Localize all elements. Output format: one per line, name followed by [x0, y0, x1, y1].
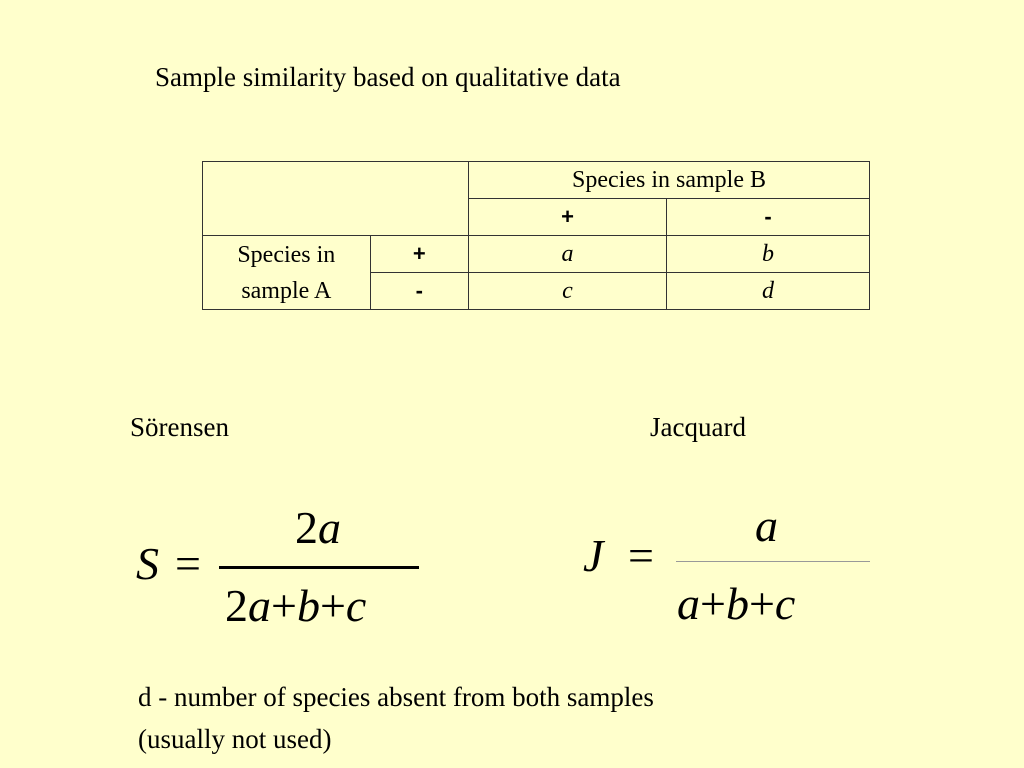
jacquard-lhs: J: [583, 530, 604, 581]
cell-a: a: [469, 236, 667, 273]
jacquard-plus-1: +: [700, 578, 726, 629]
header-species-b: Species in sample B: [469, 162, 870, 199]
jacquard-equals: =: [628, 530, 654, 581]
jacquard-plus-2: +: [748, 578, 775, 629]
header-b-present: +: [469, 199, 667, 236]
sorensen-denominator: [225, 580, 367, 631]
header-a-present: +: [370, 236, 468, 273]
sorensen-plus-2: +: [319, 580, 346, 631]
sorensen-den-b: b: [296, 580, 320, 631]
sorensen-numerator: [295, 502, 341, 553]
jacquard-label: Jacquard: [650, 412, 746, 442]
empty-corner-cell: [203, 162, 469, 236]
sorensen-lhs: S: [136, 538, 159, 589]
footnote-line1: d - number of species absent from both samples: [138, 682, 654, 712]
footnote: [138, 676, 654, 760]
jacquard-numerator: a: [755, 500, 778, 551]
header-a-absent: -: [370, 273, 468, 310]
sorensen-num-coef: 2: [295, 502, 318, 553]
sorensen-plus-1: +: [271, 580, 297, 631]
header-b-absent: -: [667, 199, 870, 236]
sorensen-num-var: a: [318, 502, 341, 553]
jacquard-fraction-bar: [676, 561, 870, 562]
cell-d: d: [667, 273, 870, 310]
jacquard-den-c: c: [774, 578, 796, 629]
footnote-line2: (usually not used): [138, 724, 332, 754]
row-header-species-a: [203, 236, 371, 310]
slide-title: Sample similarity based on qualitative data: [155, 62, 621, 92]
row-header-line1: Species in: [237, 241, 336, 268]
sorensen-den-a: a: [248, 580, 271, 631]
sorensen-equals: =: [175, 538, 201, 589]
jacquard-den-a: a: [677, 578, 700, 629]
contingency-table: [202, 161, 870, 310]
row-header-line2: sample A: [241, 277, 332, 304]
sorensen-den-c: c: [345, 580, 367, 631]
sorensen-den-coef: 2: [225, 580, 248, 631]
cell-c: c: [469, 273, 667, 310]
cell-b: b: [667, 236, 870, 273]
sorensen-fraction-bar: [219, 566, 419, 569]
jacquard-denominator: [677, 578, 796, 629]
sorensen-label: Sörensen: [130, 412, 229, 442]
jacquard-den-b: b: [725, 578, 749, 629]
